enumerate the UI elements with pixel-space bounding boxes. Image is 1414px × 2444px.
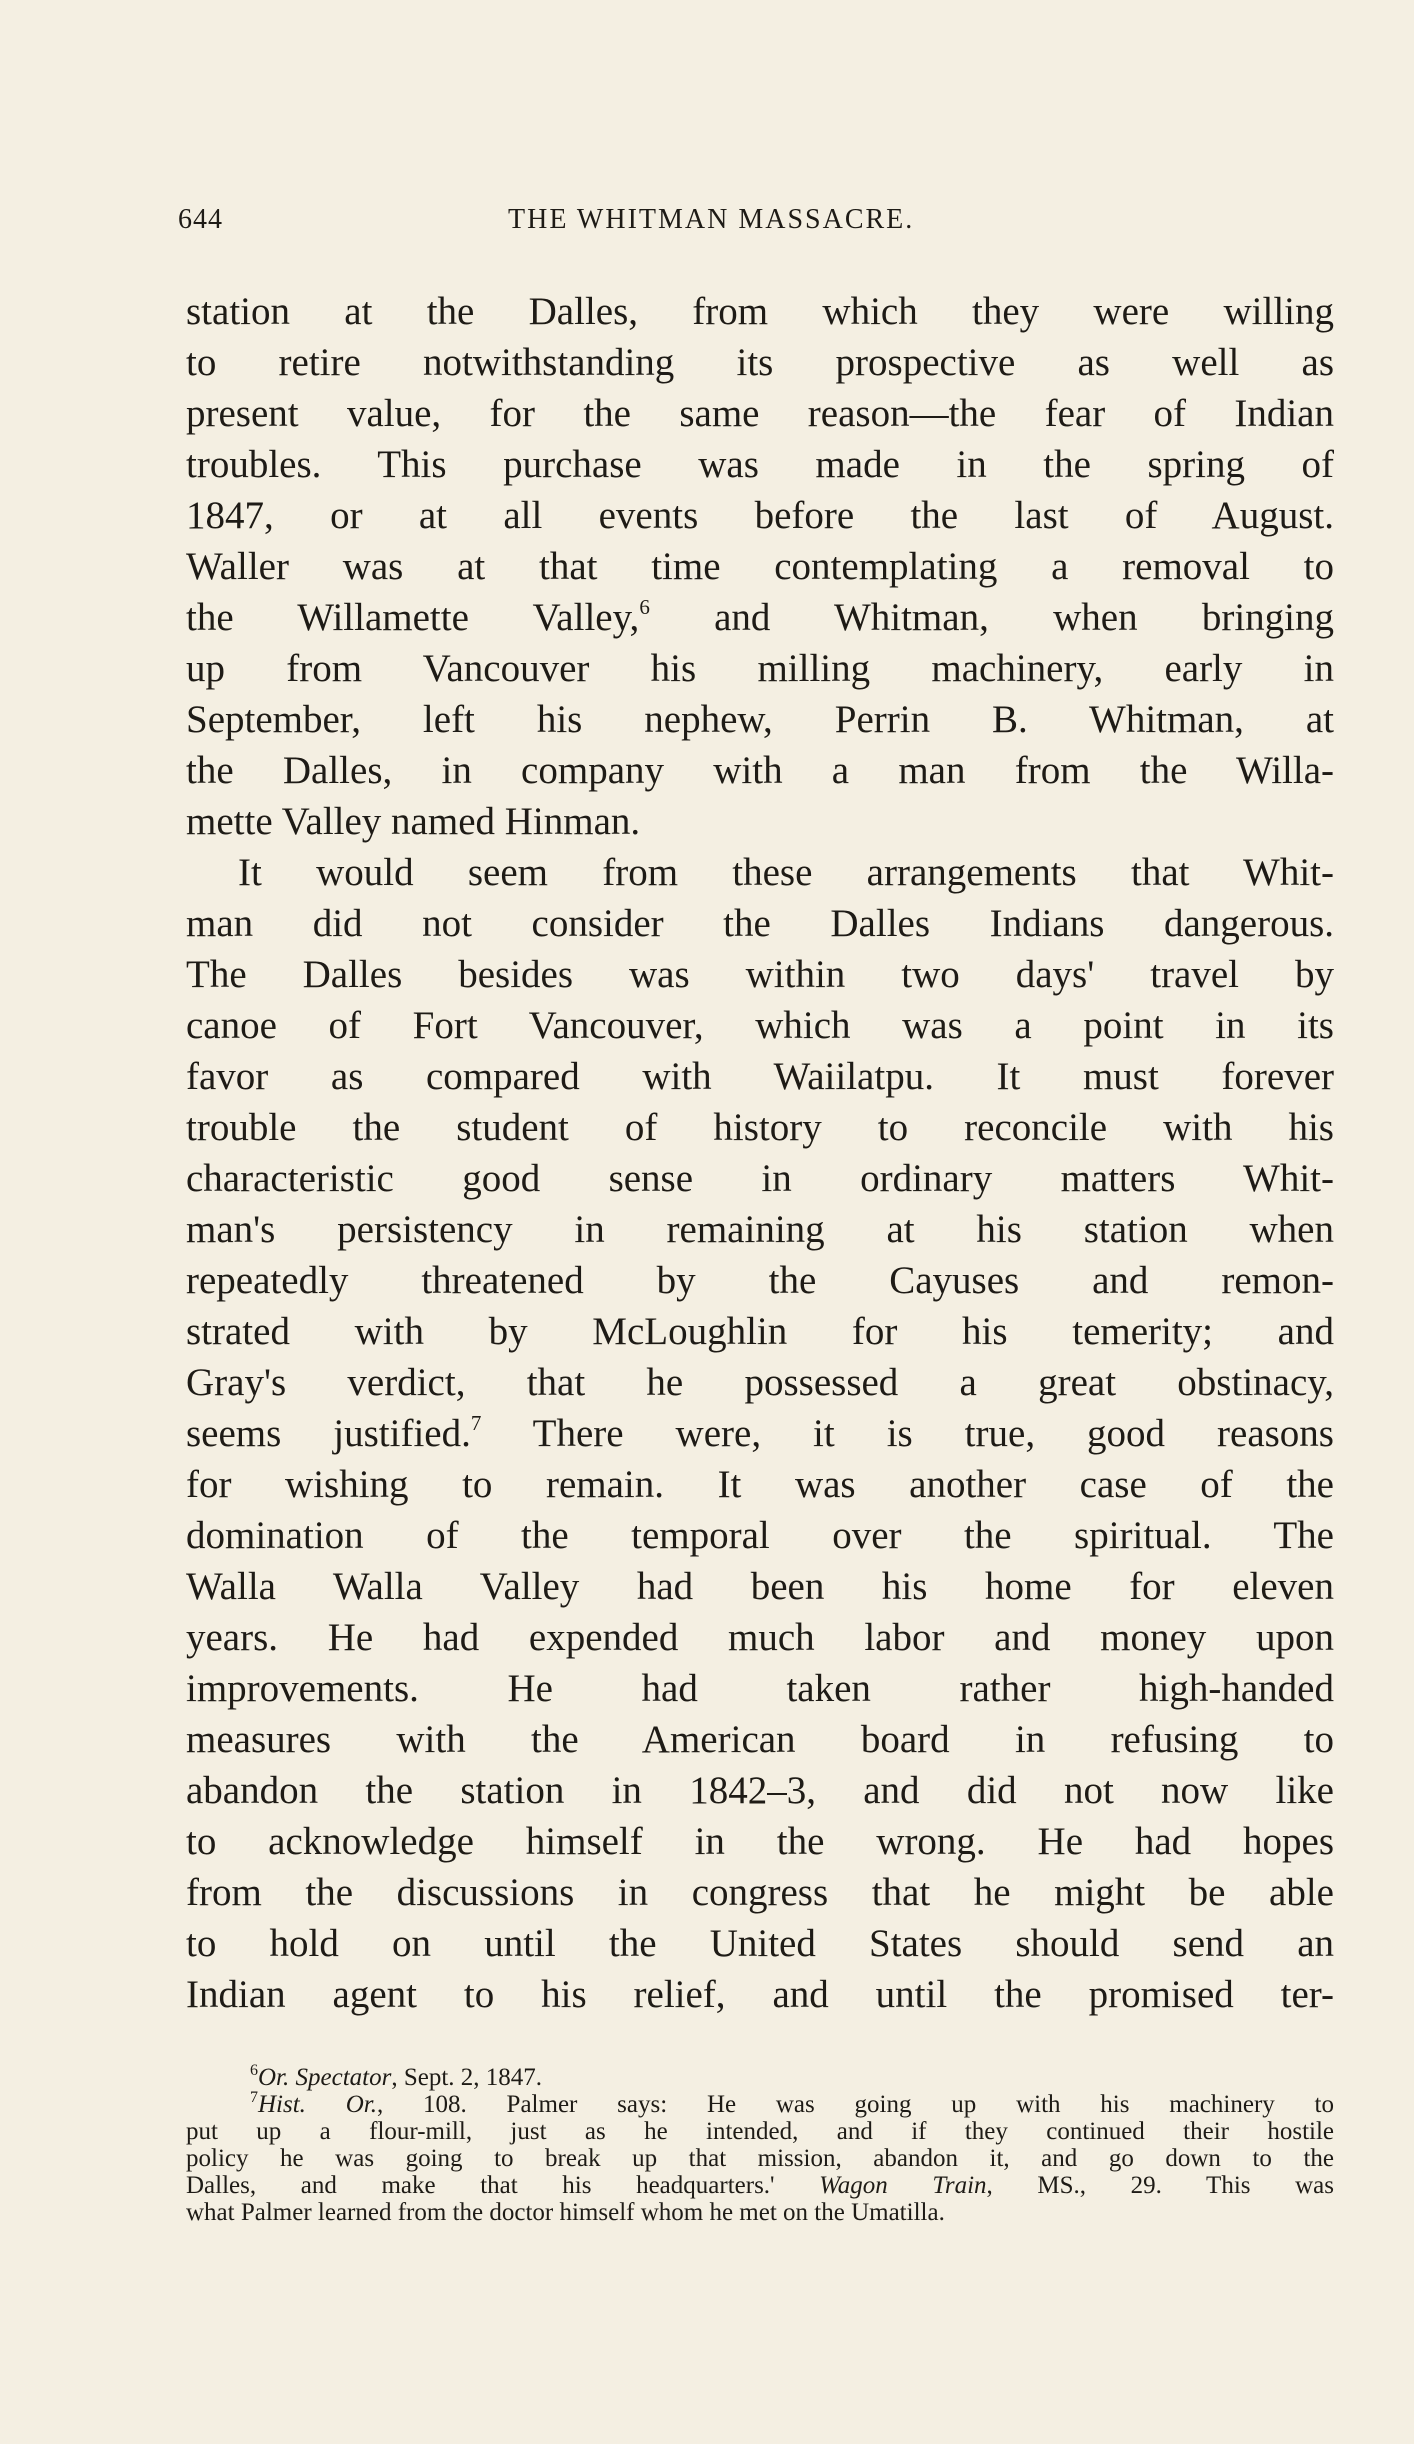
page-number: 644 [178,204,223,235]
footnote-source-7: Hist. Or. [258,2091,377,2118]
body-text [186,286,1334,2020]
footnotes [186,2064,1334,2226]
footnote-line: policy he was going to break up that mission, abandon it, and go down to the [186,2145,1334,2172]
body-line: improvements. He had taken rather high-handed [186,1667,1334,1710]
footnote-reference-7[interactable]: 7 [470,1411,482,1435]
body-line: Waller was at that time contemplating a removal to [186,545,1334,588]
body-line: from the discussions in congress that he might be able [186,1871,1334,1914]
body-line: repeatedly threatened by the Cayuses and remon- [186,1259,1334,1302]
running-head [178,204,1334,244]
body-line: The Dalles besides was within two days' travel by [186,953,1334,996]
body-line: domination of the temporal over the spiritual. The [186,1514,1334,1557]
body-line: years. He had expended much labor and money upon [186,1616,1334,1659]
body-line: strated with by McLoughlin for his temerity; and [186,1310,1334,1353]
footnote-6 [186,2064,1334,2091]
body-line-with-footnote-6 [186,592,1334,643]
body-line-part: and Whitman, when bringing [649,596,1334,639]
body-line: present value, for the same reason—the fear of Indian [186,392,1334,435]
body-line: favor as compared with Waiilatpu. It must forever [186,1055,1334,1098]
body-line-part: seems justified. [186,1412,471,1455]
footnote-marker-7: 7 [250,2089,258,2106]
body-line: to hold on until the United States should send an [186,1922,1334,1965]
body-line: man did not consider the Dalles Indians dangerous. [186,902,1334,945]
body-line: to acknowledge himself in the wrong. He had hopes [186,1820,1334,1863]
body-line: man's persistency in remaining at his station when [186,1208,1334,1251]
footnote-text: Dalles, and make that his headquarters.' [186,2172,820,2199]
footnote-reference-6[interactable]: 6 [639,595,650,619]
body-line: measures with the American board in refusing to [186,1718,1334,1761]
body-line-with-footnote-7 [186,1408,1334,1459]
body-line: Gray's verdict, that he possessed a great obstinacy, [186,1361,1334,1404]
body-line-part: the Willamette Valley, [186,596,640,639]
footnote-source-6: Or. Spectator [258,2064,392,2091]
body-line: trouble the student of history to reconcile with his [186,1106,1334,1149]
body-line: station at the Dalles, from which they were willing [186,290,1334,333]
body-line: troubles. This purchase was made in the spring of [186,443,1334,486]
body-line: for wishing to remain. It was another case of the [186,1463,1334,1506]
footnote-marker-6: 6 [250,2062,258,2079]
footnote-line: what Palmer learned from the doctor himself whom he met on the Umatilla. [186,2199,945,2226]
footnote-line [186,2172,1334,2199]
footnote-text: , MS., 29. This was [986,2172,1334,2199]
footnote-text: , 108. Palmer says: He was going up with his machinery to [376,2091,1334,2118]
body-line-paragraph-end: mette Valley named Hinman. [186,800,641,843]
body-line: abandon the station in 1842–3, and did not now like [186,1769,1334,1812]
body-line: to retire notwithstanding its prospective as well as [186,341,1334,384]
body-line: up from Vancouver his milling machinery, early in [186,647,1334,690]
body-line: Indian agent to his relief, and until the promised ter- [186,1973,1334,2016]
footnote-source-title: Wagon Train [819,2172,987,2199]
footnote-text: , Sept. 2, 1847. [391,2064,543,2091]
body-line-paragraph-start: It would seem from these arrangements that Whit- [238,851,1334,894]
body-line: Walla Walla Valley had been his home for eleven [186,1565,1334,1608]
body-line: 1847, or at all events before the last of August. [186,494,1334,537]
body-line: September, left his nephew, Perrin B. Whitman, at [186,698,1334,741]
footnote-line: put up a flour-mill, just as he intended, and if they continued their hostile [186,2118,1334,2145]
body-line: canoe of Fort Vancouver, which was a point in its [186,1004,1334,1047]
body-line-part: There were, it is true, good reasons [481,1412,1334,1455]
footnote-7 [186,2091,1334,2118]
running-title: THE WHITMAN MASSACRE. [508,204,915,235]
body-line: the Dalles, in company with a man from the Willa- [186,749,1334,792]
body-line: characteristic good sense in ordinary matters Whit- [186,1157,1334,1200]
